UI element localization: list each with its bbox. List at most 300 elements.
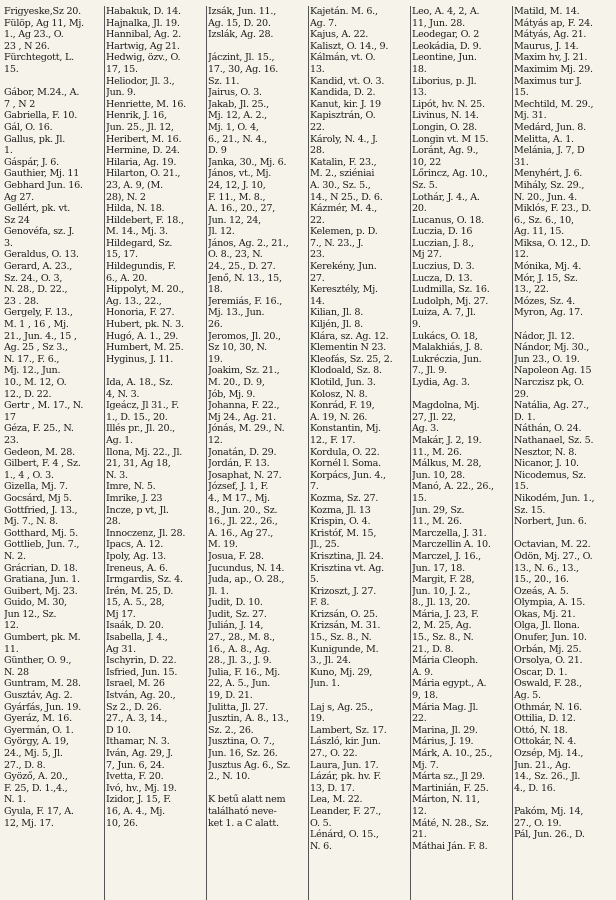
name-entry-line: Leo, A. 4, 2, A. [412, 6, 480, 17]
name-entry-line: Málkus, M. 28, [412, 458, 482, 470]
name-entry-line: Matild, M. 14. [514, 6, 580, 17]
name-entry-line: 5. [310, 574, 319, 586]
name-entry-line: 15., Sz. 8., N. [310, 632, 372, 644]
name-entry-line: 28), N. 2 [106, 191, 146, 203]
name-entry-line: Hilaria, Ag. 19. [106, 156, 177, 168]
name-entry-line: 2., N. 10. [208, 771, 250, 783]
name-entry-line: 14., Sz. 26., Jl. [514, 771, 581, 783]
name-entry-line: Norbert, Jun. 6. [514, 516, 587, 528]
name-entry-line: N. 1. [4, 794, 26, 806]
name-entry-line: Ag. 13., 22., [106, 295, 162, 307]
name-entry-line: Marczel, J. 16., [412, 550, 481, 562]
name-entry-line: Kajetán. M. 6., [310, 6, 378, 17]
name-entry-line: Isabella, J. 4., [106, 632, 168, 644]
name-entry-line: 21, 31, Ag 18, [106, 458, 171, 470]
name-entry-line: 4., M 17., Mj. [208, 492, 270, 504]
name-entry-line: Mj. 1, O. 4, [208, 121, 259, 133]
names-column-4 [309, 6, 411, 900]
name-entry-line: 18. [412, 63, 427, 75]
name-entry-line: Makár, J. 2, 19. [412, 434, 482, 446]
name-entry-line: Sz. 5. [412, 179, 438, 191]
name-entry-line: 3., Jl. 24. [310, 655, 351, 667]
name-entry-line: Heliodor, Jl. 3., [106, 75, 175, 87]
name-entry-line: 13. [310, 63, 325, 75]
name-entry-line: Gotthard, Mj. 5. [4, 527, 78, 539]
name-entry-line: Sz 24 [4, 214, 30, 226]
name-entry-line: 23. [4, 434, 19, 446]
name-entry-line: Jun. 9. [106, 87, 136, 99]
name-entry-line: 23 , N 26. [4, 40, 50, 52]
name-entry-line: Hilda, N. 18. [106, 203, 165, 215]
name-entry-line: Mj. 7., N. 8. [4, 516, 58, 528]
name-entry-line: Josua, F. 28. [208, 550, 264, 562]
name-entry-line: Gusztáv, Ag. 2. [4, 690, 73, 702]
name-entry-line: F. 25, D. 1.,4., [4, 782, 68, 794]
name-entry-line: Judit, D. 10. [208, 597, 263, 609]
name-entry-line: Lénárd, O. 15., [310, 829, 379, 841]
name-entry-line: Lipót, hv. N. 25. [412, 98, 485, 110]
name-entry-line: Nándor, Mj. 30., [514, 342, 590, 354]
name-entry-line: Kálmán, vt. O. [310, 52, 376, 64]
name-entry-line: Miksa, O. 12., D. [514, 237, 591, 249]
name-entry-line: Katalin, F. 23., [310, 156, 377, 168]
name-entry-line: Jun. 25., Jl. 12, [106, 121, 174, 133]
name-entry-line: Ivetta, F. 20. [106, 771, 164, 783]
name-entry-line: M. 20., D. 9, [208, 377, 265, 388]
name-entry-line [514, 794, 615, 806]
name-entry-line: Jucundus, N. 14. [208, 562, 285, 574]
name-entry-line: 3. [4, 237, 13, 249]
name-entry-line: D. 9 [208, 145, 227, 157]
name-entry-line: M. 19. [208, 539, 238, 551]
name-entry-line: 12. [514, 249, 529, 261]
name-entry-line: Maximim Mj. 29. [514, 63, 593, 75]
name-entry-line: 22. [412, 713, 427, 725]
name-entry-line: Ag. 7. [310, 17, 337, 29]
name-entry-line: Gyárfás, Jun. 19. [4, 701, 81, 713]
name-entry-line: Kanut, kir. J. 19 [310, 98, 381, 110]
name-entry-line: 27., 28., M. 8., [208, 632, 275, 644]
name-entry-line: Honoria, F. 27. [106, 307, 175, 319]
name-entry-line: Jonatán, D. 29. [208, 446, 277, 458]
name-entry-line: Ludolph, Mj. 27. [412, 295, 489, 307]
name-entry-line: Márius, J. 19. [412, 736, 474, 748]
name-entry-line: 27., O. 19. [514, 817, 562, 829]
name-entry-line: Ozsép, Mj. 14., [514, 748, 584, 759]
name-entry-line: Luczius, D. 3. [412, 261, 475, 273]
name-entry-line: Jakab, Jl. 25., [208, 98, 269, 110]
name-entry-line: Igeácz, Jl 31., F. [106, 400, 179, 412]
name-entry-line: Gumbert, pk. M. [4, 632, 81, 644]
name-entry-line: László, kir. Jun. [310, 736, 381, 748]
name-entry-line: Henriette, M. 16. [106, 98, 186, 110]
name-entry-line: Julián, J. 14, [208, 620, 264, 632]
name-entry-line: Onufer, Jun. 10. [514, 632, 587, 644]
name-entry-line: Mór, J. 15, Sz. [514, 272, 578, 284]
name-entry-line: Loránt, Ag. 9., [412, 145, 479, 157]
name-entry-line: Miklós, F. 23., D. [514, 203, 592, 215]
name-entry-line: Jun. 17, 18. [412, 562, 465, 574]
name-entry-line: Jusztus Ag. 6., Sz. [208, 759, 291, 771]
name-entry-line: Genovéfa, sz. J. [4, 226, 74, 238]
name-entry-line: Othmár, N. 16. [514, 701, 582, 713]
name-entry-line: Mária egypt., A. [412, 678, 487, 690]
name-entry-line: Klotild, Jun. 3. [310, 377, 376, 388]
name-entry-line: Sz. 15. [514, 504, 546, 516]
name-entry-line: Kiljén, Jl. 8. [310, 319, 363, 331]
name-entry-line: Nathanael, Sz. 5. [514, 434, 594, 446]
name-entry-line: 24, 12, J. 10, [208, 179, 266, 191]
name-entry-line: F. 11., M. 8., [208, 191, 266, 203]
name-entry-line: Máthai Ján. F. 8. [412, 840, 488, 852]
name-entry-line: Marczella, J. 31. [412, 527, 487, 539]
name-entry-line: 22. [310, 214, 325, 226]
name-entry-line: Korpács, Jun. 4., [310, 469, 386, 481]
name-entry-line: Innoczenz, Jl. 28. [106, 527, 186, 539]
name-entry-line: Mónika, Mj. 4. [514, 261, 582, 273]
name-entry-line: K betű alatt nem [208, 794, 286, 806]
name-entry-line: 18. [208, 284, 223, 296]
name-entry-line: 7, Jun. 6, 24. [106, 759, 165, 771]
name-entry-line: Jordán, F. 13. [208, 458, 270, 470]
name-entry-line: 20. [412, 203, 427, 215]
name-entry-line: N. 3. [106, 469, 128, 481]
name-entry-line: Károly, N. 4., J. [310, 133, 378, 145]
name-entry-line: Konrád, F. 19, [310, 400, 375, 412]
name-entry-line: Gebhard Jun. 16. [4, 179, 83, 191]
name-entry-line: 4, N. 3. [106, 388, 140, 400]
name-entry-line: Ag. 3. [412, 423, 439, 435]
name-entry-line [106, 365, 206, 377]
name-entry-line: 27., A. 3, 14., [106, 713, 168, 725]
name-entry-line: 15. [514, 87, 529, 99]
name-entry-line: Lambert, Sz. 17. [310, 724, 387, 736]
name-entry-line: D. 1. [514, 411, 536, 423]
name-entry-line: Iván, Ag. 29, J. [106, 748, 173, 759]
name-entry-line: Kunigunde, M. [310, 643, 379, 655]
name-entry-line: Ag. 5. [514, 690, 541, 702]
name-entry-line: Kordula, O. 22. [310, 446, 380, 458]
name-entry-line: Mózes, Sz. 4. [514, 295, 575, 307]
name-entry-line: Mj 27. [412, 249, 442, 261]
name-entry-line: Guido, M. 30, [4, 597, 67, 609]
name-entry-line: György, A. 19, [4, 736, 69, 748]
name-entry-line: 12. [4, 620, 19, 632]
name-entry-line: Jeremiás, F. 16., [208, 295, 283, 307]
name-entry-line: Mechtild, M. 29., [514, 98, 594, 110]
name-entry-line: N. 20., Jun. 4. [514, 191, 577, 203]
name-entry-line: Myron, Ag. 17. [514, 307, 583, 319]
name-entry-line: Jl., 25. [310, 539, 340, 551]
name-entry-line: Hilarton, O. 21., [106, 168, 181, 180]
name-entry-line: Marczellin A. 10. [412, 539, 491, 551]
name-entry-line: Gyula, F. 17, A. [4, 805, 74, 817]
name-entry-line: 6., A. 20. [106, 272, 148, 284]
name-entry-line: Konstantin, Mj. [310, 423, 381, 435]
name-entry-line: 13, D. 17. [310, 782, 355, 794]
name-entry-line: Guibert, Mj. 23. [4, 585, 78, 597]
name-entry-line: Sz. 2., 26. [208, 724, 254, 736]
name-entry-line [208, 783, 308, 795]
name-entry-line: Gyöző, A. 20., [4, 771, 68, 783]
name-entry-line: Janka, 30., Mj. 6. [208, 156, 287, 168]
name-entry-line: Gyermán, O. 1. [4, 724, 74, 736]
name-entry-line: Julia, F. 16., Mj. [208, 666, 280, 678]
name-entry-line: 7. [310, 481, 319, 493]
names-column-5 [411, 6, 513, 900]
name-entry-line: Lea, M. 22. [310, 794, 363, 806]
name-entry-line: 21., Jun. 4., 15 , [4, 330, 77, 342]
name-entry-line: 28., Jl. 3., J. 9. [208, 655, 272, 667]
name-entry-line: Jun. 21., Ag. [514, 759, 571, 771]
name-entry-line: Jun. 12, 24, [208, 214, 261, 226]
name-entry-line: Jun. 16, Sz. 26. [208, 748, 278, 759]
name-entry-line: Ilona, Mj. 22., Jl. [106, 446, 183, 458]
name-entry-line: Gedeon, M. 28. [4, 446, 75, 458]
name-entry-line [514, 319, 615, 331]
name-entry-line: Mj 24., Ag. 21. [208, 411, 276, 423]
name-entry-line: Kapisztrán, O. [310, 110, 376, 122]
name-entry-line: Hildebert, F. 18., [106, 214, 184, 226]
name-entry-line: Sz. 11. [208, 75, 240, 87]
name-entry-line: 10., M. 12, O. [4, 377, 67, 388]
name-entry-line: 13., N. 6., 13., [514, 562, 579, 574]
name-entry-line: Ipacs, A. 12. [106, 539, 164, 551]
name-entry-line: 6., Sz. 6., 10, [514, 214, 574, 226]
name-entry-line: Irén, M. 25, D. [106, 585, 174, 597]
name-entry-line: Günther, O. 9., [4, 655, 72, 667]
name-entry-line: Isfried, Jun. 15. [106, 666, 178, 678]
name-entry-line: Napoleon Ag. 15 [514, 365, 592, 377]
name-entry-line: 29. [514, 388, 529, 400]
name-entry-line: D 10. [106, 724, 131, 736]
name-entry-line: Hannibal, Ag. 2. [106, 29, 181, 41]
name-entry-line: 15. [412, 492, 427, 504]
name-entry-line: Mihály, Sz. 29., [514, 179, 585, 191]
name-entry-line: Géza, F. 25., N. [4, 423, 74, 435]
name-entry-line: Gyeráz, M. 16. [4, 713, 72, 725]
name-entry-line: Johanna, F. 22., [208, 400, 280, 412]
name-entry-line: 8., Jun. 20., Sz. [208, 504, 278, 516]
name-entry-line: Jób, Mj. 9. [208, 388, 256, 400]
name-entry-line: 19. [208, 353, 223, 365]
name-entry-line: Livinus, N. 14. [412, 110, 479, 122]
name-entry-line: 23. [310, 249, 325, 261]
name-entry-line: Gizella, Mj. 7. [4, 481, 68, 493]
name-entry-line: Krispin, O. 4. [310, 516, 371, 528]
name-entry-line: Mj. 12., Jun. [4, 365, 61, 377]
name-entry-line: N. 28., D. 22., [4, 284, 68, 296]
name-entry-line: Menyhért, J. 6. [514, 168, 583, 180]
name-entry-line: Maxim hv, J. 21. [514, 52, 588, 64]
name-entry-line: Gergely, F. 13., [4, 307, 73, 319]
name-entry-line: Pakóm, Mj. 14, [514, 805, 584, 817]
name-entry-line: Laura, Jun. 17. [310, 759, 379, 771]
name-entry-line: Lydia, Ag. 3. [412, 377, 470, 388]
name-entry-line: Illés pr., Jl. 20., [106, 423, 175, 435]
name-entry-line: 19, D. 21. [208, 690, 253, 702]
name-entry-line: Ischyrin, D. 22. [106, 655, 177, 667]
name-entry-line: Kornél l. Soma. [310, 458, 381, 470]
name-entry-line: Lucanus, O. 18. [412, 214, 484, 226]
name-entry-line: Kelemen, p. D. [310, 226, 378, 238]
name-entry-line: Lázár, pk. hv. F. [310, 771, 382, 783]
name-entry-line: Hildegundis, F. [106, 261, 176, 273]
name-entry-line: Ag 31. [106, 643, 136, 655]
name-entry-line: Orbán, Mj. 25. [514, 643, 582, 655]
name-entry-line: Josaphat, N. 27. [208, 469, 282, 481]
name-entry-line: Keresztély, Mj. [310, 284, 378, 296]
name-entry-line: Gábor, M.24., A. [4, 87, 80, 99]
name-entry-line: Krisztina vt. Ag. [310, 562, 384, 574]
name-entry-line: Luiza, A. 7, Jl. [412, 307, 476, 319]
name-entry-line: Hildegard, Sz. [106, 237, 173, 249]
name-entry-line: O. 8., 23, N. [208, 249, 263, 261]
name-entry-line: Gabriella, F. 10. [4, 110, 78, 122]
name-entry-line: Kristóf, M. 15, [310, 527, 377, 539]
name-entry-line: 1., Ag 23., O. [4, 29, 64, 41]
name-entry-line: Ag. 1. [106, 434, 133, 446]
name-entry-line: Ottilia, D. 12. [514, 713, 576, 725]
name-entry-line: Mária, J. 23, F. [412, 608, 479, 620]
name-entry-line: Oswald, F. 28., [514, 678, 582, 690]
name-entry-line: 9, 18. [412, 690, 438, 702]
name-entry-line: Oscar, D. 1. [514, 666, 568, 678]
name-entry-line: Hubert, pk. N. 3. [106, 319, 184, 331]
name-entry-line: Kajus, A. 22. [310, 29, 369, 41]
name-entry-line: 13., 22. [514, 284, 549, 296]
name-entry-line: Frigyeske,Sz 20. [4, 6, 81, 17]
name-entry-line: Ozeás, A. 5. [514, 585, 569, 597]
name-entry-line: A. 9. [412, 666, 433, 678]
name-entry-line: Maurus, J. 14. [514, 40, 579, 52]
name-entry-line: János, Ag. 2., 21., [208, 237, 289, 249]
name-entry-line: Gilbert, F. 4 , Sz. [4, 458, 81, 470]
name-entry-line: Orsolya, O. 21. [514, 655, 583, 667]
name-entry-line: M. 14., Mj. 3. [106, 226, 168, 238]
name-entry-line: Octavian, M. 22. [514, 539, 591, 551]
name-entry-line: Irmgardis, Sz. 4. [106, 574, 183, 586]
name-entry-line: 15. [514, 481, 529, 493]
name-entry-line: 11., M. 26. [412, 516, 462, 528]
name-entry-line: Krizsán, O. 25. [310, 608, 378, 620]
name-entry-line: István, Ag. 20., [106, 690, 176, 702]
name-entry-line: 26. [208, 319, 223, 331]
name-entry-line: Gallus, pk. Jl. [4, 133, 65, 145]
name-entry-line: Mj. 12, A. 2., [208, 110, 267, 122]
name-entry-line: Lőrincz, Ag. 10., [412, 168, 488, 180]
name-entry-line: Magdolna, Mj. [412, 400, 480, 412]
name-entry-line: 24., Mj. 5, Jl. [4, 748, 63, 759]
name-entry-line: Luczian, J. 8., [412, 237, 474, 249]
name-entry-line: N. 6. [310, 840, 332, 852]
name-entry-line: Jairus, O. 3. [208, 87, 262, 99]
name-entry-line: található neve- [208, 805, 277, 817]
name-entry-line: Krizoszt, J. 27. [310, 585, 377, 597]
name-entry-line: Pál, Jun. 26., D. [514, 829, 585, 841]
name-entry-line: Márk, A. 10., 25., [412, 748, 493, 759]
name-entry-line: N. 28 [4, 666, 29, 678]
name-entry-line: Ödön, Mj. 27., O. [514, 550, 593, 562]
name-entry-line: Márton, N. 11, [412, 794, 480, 806]
name-entry-line: 1., 4 , O. 3. [4, 469, 54, 481]
name-entry-line: Gottfried, J. 13., [4, 504, 78, 516]
name-entry-line: József, J. 1, F. [208, 481, 269, 493]
name-entry-line: 17 [4, 411, 16, 423]
name-entry-line: 7., N. 23., J. [310, 237, 364, 249]
name-entry-line: 15, A. 5., 28, [106, 597, 165, 609]
names-column-2 [105, 6, 207, 900]
name-entry-line: Jun 23., O. 19. [514, 353, 580, 365]
name-entry-line: 15, 17. [106, 249, 138, 261]
name-entry-line: Kleofás, Sz. 25, 2. [310, 353, 393, 365]
name-entry-line [412, 389, 512, 401]
name-entry-line: Longin vt. M 15. [412, 133, 489, 145]
name-entry-line: 27, Jl. 22, [412, 411, 456, 423]
name-entry-line: 28. [310, 145, 325, 157]
name-entry-line: Kuno, Mj. 29, [310, 666, 373, 678]
name-entry-line: 21. [412, 829, 427, 841]
name-entry-line: Medárd, Jun. 8. [514, 121, 586, 133]
name-entry-line: A. 16., 20., 27, [208, 203, 275, 215]
name-entry-line: Narczisz pk, O. [514, 377, 584, 388]
name-entry-line: Natália, Ag. 27., [514, 400, 589, 412]
name-entry-line: Ipoly, Ag. 13. [106, 550, 166, 562]
name-entry-line: O. 5. [310, 817, 332, 829]
name-entry-line: 13. [412, 87, 427, 99]
name-entry-line: Olympia, A. 15. [514, 597, 586, 609]
name-entry-line: Ludmilla, Sz. 16. [412, 284, 490, 296]
name-entry-line: Mária Cleoph. [412, 655, 478, 667]
name-entry-line [310, 690, 410, 702]
name-entry-line: Incze, p vt, Jl. [106, 504, 169, 516]
name-entry-line: Ivó, hv., Mj. 19. [106, 782, 177, 794]
names-column-6 [513, 6, 615, 900]
name-entry-line: Henrik, J. 16, [106, 110, 167, 122]
name-entry-line: Habakuk, D. 14. [106, 6, 181, 17]
name-entry-line: Nádor, Jl. 12. [514, 330, 575, 342]
name-entry-line: Heribert, M. 16. [106, 133, 182, 145]
name-entry-line: Olga, Jl. Ilona. [514, 620, 580, 632]
name-entry-line: 9. [412, 319, 421, 331]
name-entry-line: 11. [4, 643, 19, 655]
name-entry-line: Sz 10, 30, N. [208, 342, 267, 354]
name-entry-line: Mj 17. [106, 608, 136, 620]
name-entry-line: Ottó, N. 18. [514, 724, 568, 736]
name-entry-line: Leander, F. 27., [310, 805, 381, 817]
name-entry-line: Jeromos, Jl. 20., [208, 330, 281, 342]
name-entry-line: Fülöp, Ag 11, Mj. [4, 17, 84, 29]
name-entry-line: Nicanor, J. 10. [514, 458, 579, 470]
name-entry-line: Krisztina, Jl. 24. [310, 550, 384, 562]
name-entry-line: Kolosz, N. 8. [310, 388, 368, 400]
name-entry-line: 27., D. 8. [4, 759, 46, 771]
name-entry-line: A. 19, N. 26. [310, 411, 368, 423]
name-entry-line: Maximus tur J. [514, 75, 582, 87]
name-entry-line [4, 76, 104, 88]
name-entry-line: 12., D. 22. [4, 388, 52, 400]
name-entry-line: 11, Jun. 28. [412, 17, 465, 29]
name-entry-line: Ag. 15, D. 20. [208, 17, 271, 29]
name-entry-line: Jenő, N. 13., 15, [208, 272, 282, 284]
name-entry-line: Margit, F. 28, [412, 574, 475, 586]
name-entry-line: Kandid, vt. O. 3. [310, 75, 385, 87]
name-entry-line: Jl. 12. [208, 226, 235, 238]
name-entry-line: Laj s, Ag. 25., [310, 701, 373, 713]
name-entry-line [208, 41, 308, 53]
name-entry-line: Geraldus, O. 13. [4, 249, 79, 261]
name-entry-line: A. 16., Ag 27., [208, 527, 274, 539]
